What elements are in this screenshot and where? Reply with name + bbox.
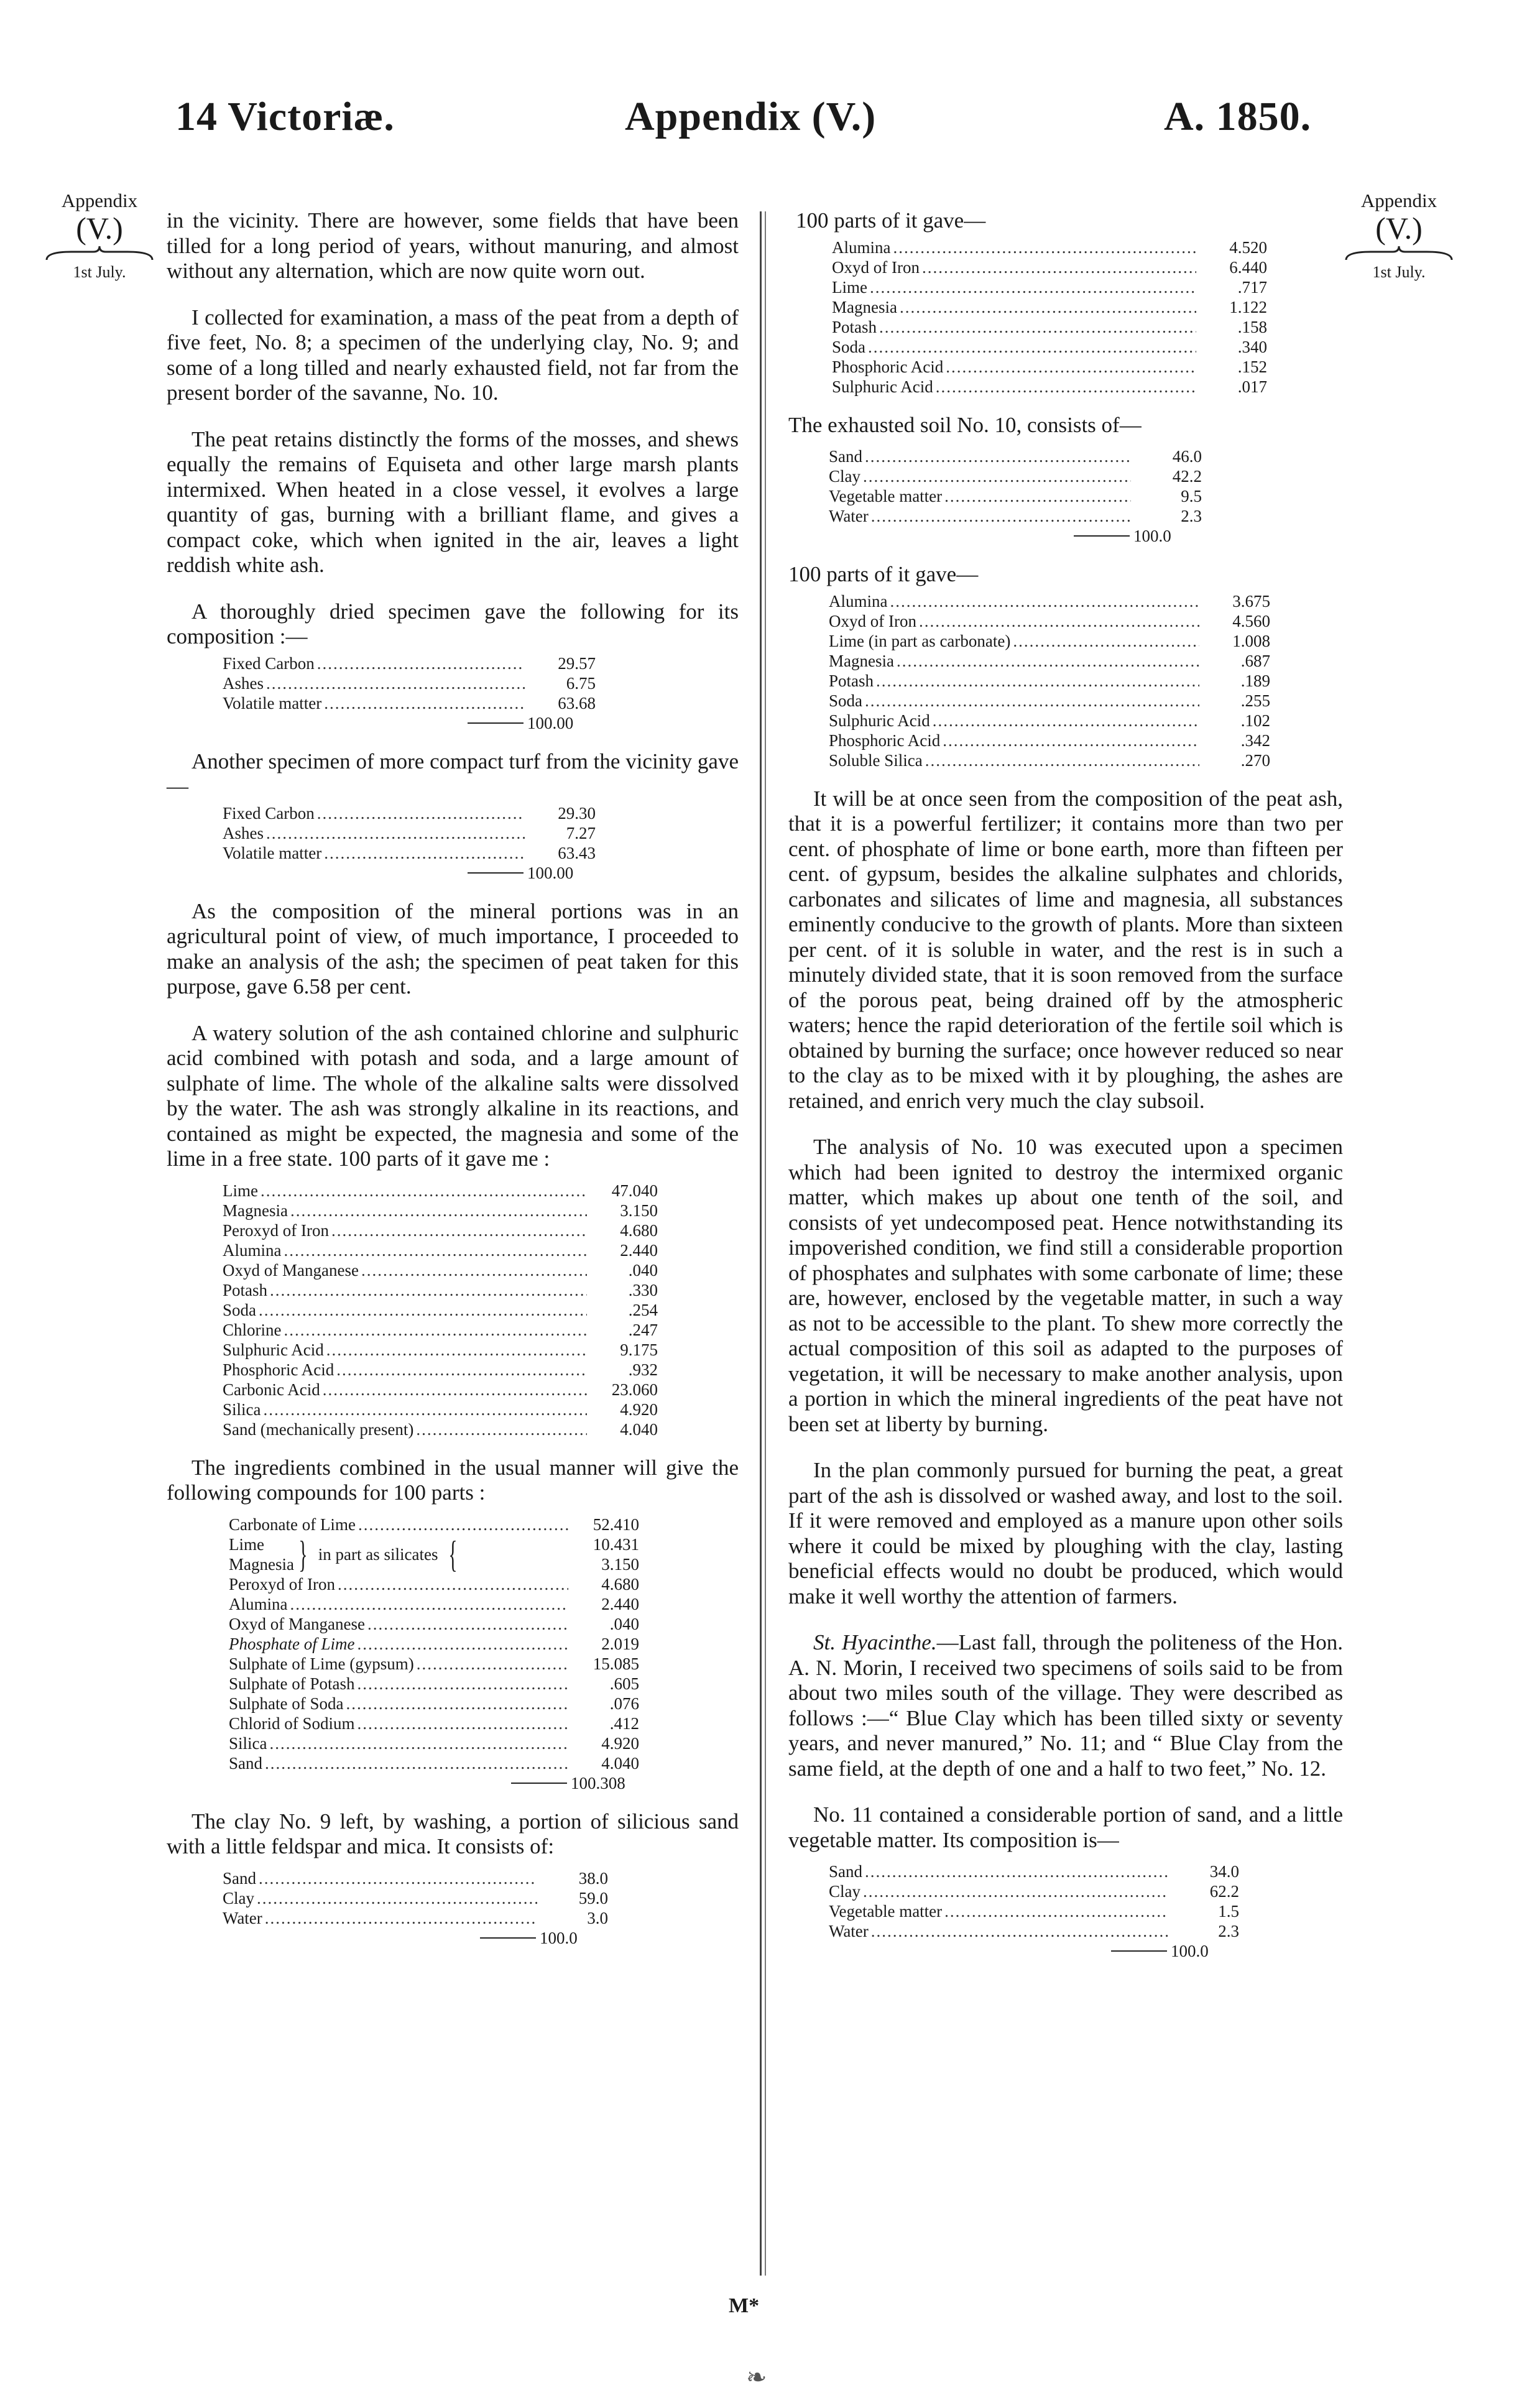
table-row: Phosphoric Acid ..... .152 [832, 357, 1267, 377]
header-appendix: Appendix (V.) [625, 94, 877, 139]
column-divider [760, 211, 762, 2276]
table-row: Potash ..... .158 [832, 317, 1267, 337]
table-row: Lime Magnesia } in part as silicates { 10.431 3.150 [229, 1533, 639, 1575]
table-total: 100.00 [223, 863, 596, 883]
exhausted-soil-ash-table [829, 591, 1270, 770]
margin-note-right [1343, 190, 1455, 282]
table-row: Sulphuric Acid ..... .017 [832, 377, 1267, 397]
table-row: Phosphoric Acid ..... .342 [829, 731, 1270, 750]
paragraph: I collected for examination, a mass of the peat from a depth of five feet, No. 8; a specimen of the underlying clay, No. 9; and some of a long tilled and nearly exhausted field, not far from the present border of the savanne, No. 10. [167, 305, 739, 405]
table-row: Potash ..... .330 [223, 1280, 658, 1300]
table-row: Silica ..... 4.920 [229, 1733, 639, 1753]
place-name: St. Hyacinthe. [813, 1630, 937, 1654]
table-row: Volatile matter ..... 63.43 [223, 843, 596, 863]
table-row: Vegetable matter ..... 9.5 [829, 486, 1202, 506]
margin-num: (V.) [1375, 211, 1423, 246]
paragraph: As the composition of the mineral portions was in an agricultural point of view, of much importance, I proceeded to make an analysis of the ash; the specimen of peat taken for this purpose, gave 6.58 per cent. [167, 898, 739, 999]
header-year: A. 1850. [1164, 94, 1312, 139]
page-header [0, 93, 1527, 149]
table-row: Soda ..... .255 [829, 691, 1270, 711]
table-row: Chlorid of Sodium ..... .412 [229, 1714, 639, 1733]
right-column [788, 208, 1343, 1977]
table-row: Alumina ..... 2.440 [229, 1594, 639, 1614]
table-row: Sulphate of Lime (gypsum) ..... 15.085 [229, 1654, 639, 1674]
paragraph: In the plan commonly pursued for burning the peat, a great part of the ash is dissolved or washed away, and lost to the soil. If it were removed and employed as a manure upon other soils where it could be mixed by ploughing with the clay, lasting beneficial effects would no doubt be produced, which would make it well worthy the attention of farmers. [788, 1458, 1343, 1608]
margin-date: 1st July. [73, 263, 126, 281]
table-row: Oxyd of Manganese ..... .040 [229, 1614, 639, 1634]
table-row: Magnesia ..... 1.122 [832, 297, 1267, 317]
paragraph: A thoroughly dried specimen gave the following for its composition :— [167, 599, 739, 648]
table-row: Clay ..... 59.0 [223, 1888, 608, 1908]
table-row: Sand (mechanically present) ..... 4.040 [223, 1419, 658, 1439]
paragraph: No. 11 contained a considerable portion of sand, and a little vegetable matter. Its composition is— [788, 1802, 1343, 1852]
table-row: Chlorine ..... .247 [223, 1320, 658, 1340]
table-row: Water ..... 2.3 [829, 506, 1202, 526]
margin-note-left [44, 190, 155, 282]
margin-brace-icon [44, 244, 155, 263]
paragraph: 100 parts of it gave— [788, 562, 979, 586]
table-total: 100.00 [223, 713, 596, 733]
ornament-icon: ❧ [746, 2363, 767, 2391]
paragraph: 100 parts of it gave— [796, 208, 986, 233]
table-row: Potash ..... .189 [829, 671, 1270, 691]
table-row: Clay ..... 42.2 [829, 466, 1202, 486]
table-row: Alumina ..... 3.675 [829, 591, 1270, 611]
column-divider-inner [765, 211, 766, 2276]
table-row: Peroxyd of Iron ..... 4.680 [223, 1220, 658, 1240]
ash-analysis-table [223, 1181, 658, 1439]
table-row: Sand ..... 4.040 [229, 1753, 639, 1773]
margin-num: (V.) [76, 211, 123, 246]
table-row: Lime ..... 47.040 [223, 1181, 658, 1201]
table-total: 100.0 [829, 526, 1202, 546]
paragraph: The exhausted soil No. 10, consists of— [788, 412, 1142, 437]
table-row: Ashes ..... 7.27 [223, 823, 596, 843]
table-row: Lime (in part as carbonate) ..... 1.008 [829, 631, 1270, 651]
signature-mark: M* [729, 2294, 760, 2317]
table-row: Ashes ..... 6.75 [223, 673, 596, 693]
table-row: Sulphate of Soda ..... .076 [229, 1694, 639, 1714]
table-row: Lime ..... .717 [832, 277, 1267, 297]
margin-title: Appendix [1360, 190, 1437, 211]
table-row: Sand ..... 38.0 [223, 1868, 608, 1888]
clay-composition-table [223, 1868, 608, 1948]
table-row: Oxyd of Iron ..... 6.440 [832, 257, 1267, 277]
table-row: Clay ..... 62.2 [829, 1881, 1239, 1901]
margin-title: Appendix [61, 190, 138, 211]
table-row: Phosphoric Acid ..... .932 [223, 1360, 658, 1380]
table-row: Soluble Silica ..... .270 [829, 750, 1270, 770]
table-row: Sand ..... 46.0 [829, 446, 1202, 466]
header-session: 14 Victoriæ. [175, 94, 395, 139]
clay-ash-table [832, 238, 1267, 397]
table-row: Alumina ..... 2.440 [223, 1240, 658, 1260]
table-row: Fixed Carbon ..... 29.57 [223, 653, 596, 673]
exhausted-soil-table [829, 446, 1202, 546]
table-row: Alumina ..... 4.520 [832, 238, 1267, 257]
paragraph: The ingredients combined in the usual manner will give the following compounds for 100 parts : [167, 1455, 739, 1505]
paragraph: Another specimen of more compact turf from the vicinity gave— [167, 749, 739, 798]
paragraph: St. Hyacinthe.—Last fall, through the politeness of the Hon. A. N. Morin, I received two specimens of soils said to be from about two miles south of the village. They were described as follows :—“ Blue Clay which has been tilled sixty or seventy years, and never manured,” No. 11; and “ Blue Clay from the same field, at the depth of one and a half to two feet,” No. 12. [788, 1630, 1343, 1781]
left-column [167, 208, 739, 1964]
table-row: Sulphuric Acid ..... 9.175 [223, 1340, 658, 1360]
paragraph: It will be at once seen from the composition of the peat ash, that it is a powerful fertilizer; it contains more than two per cent. of phosphate of lime or bone earth, more than fifteen per cent. of gypsum, besides the alkaline sulphates and chlorids, carbonates and silicates of lime and magnesia, all substances eminently conducive to the growth of plants. More than sixteen per cent. of it is soluble in water, and the rest is in such a minutely divided state, that it is soon removed from the surface of the porous peat, being drained off by the atmospheric waters; hence the rapid deterioration of the fertile soil which is obtained by burning the surface; once however reduced so near to the clay as to be mixed with it by ploughing, the ashes are retained, and enrich very much the clay subsoil. [788, 786, 1343, 1113]
table-row: Oxyd of Iron ..... 4.560 [829, 611, 1270, 631]
blue-clay-table [829, 1861, 1239, 1961]
table-row: Silica ..... 4.920 [223, 1400, 658, 1419]
table-total: 100.308 [229, 1773, 639, 1793]
table-row: Vegetable matter ..... 1.5 [829, 1901, 1239, 1921]
paragraph: A watery solution of the ash contained chlorine and sulphuric acid combined with potash and soda, and a large amount of sulphate of lime. The whole of the alkaline salts were dissolved by the water. The ash was strongly alkaline in its reactions, and contained as might be expected, the magnesia and some of the lime in a free state. 100 parts of it gave me : [167, 1020, 739, 1171]
table-row: Fixed Carbon ..... 29.30 [223, 803, 596, 823]
table-row: Water ..... 2.3 [829, 1921, 1239, 1941]
table-row: Magnesia ..... .687 [829, 651, 1270, 671]
paragraph: The analysis of No. 10 was executed upon a specimen which had been ignited to destroy the intermixed organic matter, which makes up about one tenth of the soil, and consists of yet undecomposed peat. Hence notwithstanding its impoverished condition, we find still a considerable proportion of phosphates and sulphates with some carbonate of lime; these are, however, enclosed by the vegetable matter, in such a way as not to be accessible to the plant. To shew more correctly the actual composition of this soil as adapted to the purposes of vegetation, it will be necessary to make another analysis, upon a portion in which the mineral ingredients of the peat have not been set at liberty by burning. [788, 1135, 1343, 1436]
table-row: Soda ..... .340 [832, 337, 1267, 357]
table-row: Sand ..... 34.0 [829, 1861, 1239, 1881]
compounds-table [229, 1515, 639, 1793]
table-row: Magnesia ..... 3.150 [223, 1201, 658, 1220]
paragraph: The peat retains distinctly the forms of the mosses, and shews equally the remains of Equiseta and other large marsh plants intermixed. When heated in a close vessel, it evolves a large quantity of gas, burning with a brilliant flame, and gives a compact coke, which when ignited in the air, leaves a light reddish white ash. [167, 427, 739, 577]
table-row: Oxyd of Manganese ..... .040 [223, 1260, 658, 1280]
table-row: Carbonic Acid ..... 23.060 [223, 1380, 658, 1400]
table-row: Sulphate of Potash ..... .605 [229, 1674, 639, 1694]
table-row: Volatile matter ..... 63.68 [223, 693, 596, 713]
table-total: 100.0 [223, 1928, 608, 1948]
paragraph: in the vicinity. There are however, some fields that have been tilled for a long period of years, without manuring, and almost without any alternation, which are now quite worn out. [167, 208, 739, 283]
margin-brace-icon [1343, 244, 1455, 263]
table-row: Sulphuric Acid ..... .102 [829, 711, 1270, 731]
table-row: Water ..... 3.0 [223, 1908, 608, 1928]
turf-composition-table [223, 803, 596, 883]
margin-date: 1st July. [1372, 263, 1426, 281]
table-row: Carbonate of Lime ..... 52.410 [229, 1515, 639, 1534]
table-row: Soda ..... .254 [223, 1300, 658, 1320]
table-row: Phosphate of Lime ..... 2.019 [229, 1634, 639, 1654]
paragraph: The clay No. 9 left, by washing, a portion of silicious sand with a little feldspar and mica. It consists of: [167, 1809, 739, 1858]
table-total: 100.0 [829, 1941, 1239, 1961]
table-row: Peroxyd of Iron ..... 4.680 [229, 1574, 639, 1594]
peat-composition-table [223, 653, 596, 733]
